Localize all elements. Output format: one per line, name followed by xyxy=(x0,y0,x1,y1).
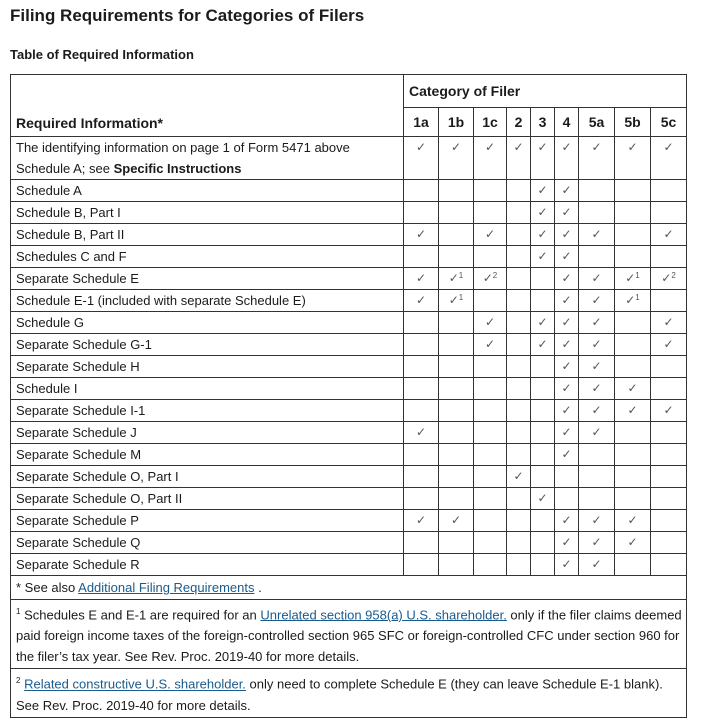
check-mark: ✓ xyxy=(591,337,602,351)
empty-cell xyxy=(404,180,439,202)
check-mark: ✓ xyxy=(537,337,548,351)
empty-cell xyxy=(651,202,687,224)
check-icon xyxy=(531,224,555,246)
empty-cell xyxy=(507,202,531,224)
check-icon xyxy=(555,510,579,532)
check-mark: ✓ xyxy=(561,183,572,197)
check-icon xyxy=(555,356,579,378)
empty-cell xyxy=(507,422,531,444)
table-row xyxy=(11,532,687,554)
empty-cell xyxy=(507,334,531,356)
empty-cell xyxy=(531,356,555,378)
check-mark: ✓ xyxy=(537,205,548,219)
check-icon xyxy=(555,378,579,400)
row-label: Separate Schedule I-1 xyxy=(11,400,404,422)
row-label: Schedule G xyxy=(11,312,404,334)
check-mark: ✓ xyxy=(591,513,602,527)
column-header-2: 2 xyxy=(507,108,531,137)
check-icon xyxy=(579,356,615,378)
check-mark: ✓ xyxy=(561,337,572,351)
empty-cell xyxy=(474,444,507,466)
row-label: Schedule E-1 (included with separate Schedule E) xyxy=(11,290,404,312)
empty-cell xyxy=(474,246,507,268)
required-information-table xyxy=(10,74,687,718)
check-icon: ✓ xyxy=(507,137,531,180)
check-icon xyxy=(531,334,555,356)
empty-cell xyxy=(474,180,507,202)
check-icon: ✓ xyxy=(651,137,687,180)
check-icon xyxy=(555,554,579,576)
check-icon xyxy=(555,246,579,268)
empty-cell xyxy=(404,312,439,334)
check-mark: ✓ xyxy=(537,491,548,505)
empty-cell xyxy=(507,246,531,268)
row-label: Separate Schedule O, Part I xyxy=(11,466,404,488)
table-row xyxy=(11,378,687,400)
empty-cell xyxy=(615,180,651,202)
check-icon xyxy=(531,202,555,224)
check-icon xyxy=(615,532,651,554)
check-icon: ✓ xyxy=(615,137,651,180)
empty-cell xyxy=(651,488,687,510)
row-label: Separate Schedule P xyxy=(11,510,404,532)
check-icon xyxy=(579,268,615,290)
empty-cell xyxy=(615,488,651,510)
check-mark: ✓ xyxy=(561,315,572,329)
row-label: Separate Schedule E xyxy=(11,268,404,290)
empty-cell xyxy=(404,532,439,554)
check-icon xyxy=(615,510,651,532)
check-icon xyxy=(579,312,615,334)
table-row xyxy=(11,444,687,466)
check-icon xyxy=(651,312,687,334)
column-header-5c: 5c xyxy=(651,108,687,137)
column-header-5a: 5a xyxy=(579,108,615,137)
empty-cell xyxy=(439,334,474,356)
empty-cell xyxy=(615,334,651,356)
check-icon xyxy=(579,400,615,422)
empty-cell xyxy=(404,488,439,510)
empty-cell xyxy=(439,224,474,246)
required-information-header: Required Information* xyxy=(11,75,404,137)
check-mark: ✓ xyxy=(415,425,427,439)
check-mark: ✓ xyxy=(627,381,638,395)
table-body xyxy=(11,137,687,576)
empty-cell xyxy=(531,422,555,444)
footnote-ref: 1 xyxy=(458,293,464,302)
empty-cell xyxy=(651,290,687,312)
column-header-1a: 1a xyxy=(404,108,439,137)
check-icon xyxy=(439,510,474,532)
check-mark: ✓ xyxy=(663,315,674,329)
row-label: Schedule B, Part I xyxy=(11,202,404,224)
check-mark: ✓ xyxy=(663,403,674,417)
empty-cell xyxy=(439,422,474,444)
empty-cell xyxy=(531,378,555,400)
empty-cell xyxy=(615,554,651,576)
check-icon xyxy=(474,224,507,246)
empty-cell xyxy=(531,268,555,290)
empty-cell xyxy=(651,246,687,268)
check-icon: ✓ xyxy=(579,137,615,180)
check-mark: ✓ xyxy=(591,557,602,571)
table-row xyxy=(11,268,687,290)
footnote-star: * See also Additional Filing Requirements . xyxy=(11,576,687,600)
check-icon xyxy=(555,444,579,466)
check-icon xyxy=(615,268,651,290)
empty-cell xyxy=(439,466,474,488)
empty-cell xyxy=(531,444,555,466)
check-mark: ✓ xyxy=(448,271,459,285)
check-mark: ✓ xyxy=(591,271,602,285)
empty-cell xyxy=(474,422,507,444)
check-mark: ✓ xyxy=(625,293,636,307)
empty-cell xyxy=(474,554,507,576)
empty-cell xyxy=(651,510,687,532)
empty-cell xyxy=(651,356,687,378)
empty-cell xyxy=(615,444,651,466)
empty-cell xyxy=(531,510,555,532)
empty-cell xyxy=(651,466,687,488)
row-label: Separate Schedule H xyxy=(11,356,404,378)
empty-cell xyxy=(404,466,439,488)
table-row xyxy=(11,312,687,334)
check-icon xyxy=(555,290,579,312)
empty-cell xyxy=(579,246,615,268)
empty-cell xyxy=(474,510,507,532)
empty-cell xyxy=(439,246,474,268)
table-row xyxy=(11,356,687,378)
table-row xyxy=(11,422,687,444)
check-mark: ✓ xyxy=(561,381,572,395)
empty-cell xyxy=(651,554,687,576)
check-icon xyxy=(555,422,579,444)
empty-cell xyxy=(615,202,651,224)
empty-cell xyxy=(439,378,474,400)
check-mark: ✓ xyxy=(537,227,548,241)
row-label: Separate Schedule G-1 xyxy=(11,334,404,356)
check-icon xyxy=(555,224,579,246)
page-title: Filing Requirements for Categories of Filers xyxy=(10,6,365,25)
check-icon xyxy=(615,378,651,400)
check-mark: ✓ xyxy=(561,447,572,461)
empty-cell xyxy=(651,422,687,444)
empty-cell xyxy=(531,554,555,576)
empty-cell xyxy=(507,180,531,202)
row-label: Separate Schedule Q xyxy=(11,532,404,554)
check-icon xyxy=(404,510,439,532)
check-icon xyxy=(404,268,439,290)
empty-cell xyxy=(507,290,531,312)
check-icon xyxy=(651,224,687,246)
check-mark: ✓ xyxy=(661,271,672,285)
table-row xyxy=(11,554,687,576)
table-row xyxy=(11,290,687,312)
footnote-ref: 1 xyxy=(635,271,640,280)
check-icon xyxy=(651,268,687,290)
table-row xyxy=(11,246,687,268)
check-icon xyxy=(531,488,555,510)
check-icon: ✓ xyxy=(404,137,439,180)
empty-cell xyxy=(439,532,474,554)
empty-cell xyxy=(439,554,474,576)
check-mark: ✓ xyxy=(537,315,548,329)
empty-cell xyxy=(507,356,531,378)
check-mark: ✓ xyxy=(663,227,674,241)
check-icon xyxy=(579,290,615,312)
column-header-4: 4 xyxy=(555,108,579,137)
check-mark: ✓ xyxy=(591,381,602,395)
check-mark: ✓ xyxy=(591,293,602,307)
row-label: Schedule A xyxy=(11,180,404,202)
table-row xyxy=(11,510,687,532)
empty-cell xyxy=(404,400,439,422)
empty-cell xyxy=(439,312,474,334)
footnote-ref: 2 xyxy=(671,271,676,280)
check-mark: ✓ xyxy=(591,227,602,241)
empty-cell xyxy=(651,532,687,554)
row-label: The identifying information on page 1 of Form 5471 above Schedule A; see Specific Instructions xyxy=(11,137,404,180)
check-mark: ✓ xyxy=(627,513,638,527)
footnote-2: $^2$ Related constructive U.S. shareholder. only need to complete Schedule E (they can leave Schedule E-1 blank). See Rev. Proc. 2019-40 for more details. xyxy=(11,669,687,717)
column-header-3: 3 xyxy=(531,108,555,137)
check-mark: ✓ xyxy=(591,359,602,373)
empty-cell xyxy=(474,488,507,510)
check-icon xyxy=(555,334,579,356)
check-mark: ✓ xyxy=(561,205,572,219)
empty-cell xyxy=(507,312,531,334)
table-row xyxy=(11,334,687,356)
check-mark: ✓ xyxy=(484,337,496,351)
empty-cell xyxy=(555,488,579,510)
check-icon xyxy=(404,290,439,312)
row-label: Separate Schedule J xyxy=(11,422,404,444)
table-row xyxy=(11,202,687,224)
check-icon xyxy=(615,400,651,422)
check-icon xyxy=(615,290,651,312)
check-mark: ✓ xyxy=(482,271,493,285)
check-icon: ✓ xyxy=(474,137,507,180)
check-icon xyxy=(555,312,579,334)
check-icon xyxy=(507,466,531,488)
empty-cell xyxy=(531,290,555,312)
check-icon xyxy=(579,422,615,444)
column-header-1b: 1b xyxy=(439,108,474,137)
check-icon xyxy=(579,378,615,400)
row-label: Separate Schedule M xyxy=(11,444,404,466)
empty-cell xyxy=(615,422,651,444)
table-row xyxy=(11,224,687,246)
empty-cell xyxy=(615,312,651,334)
check-icon xyxy=(555,268,579,290)
check-icon xyxy=(531,246,555,268)
check-mark: ✓ xyxy=(561,271,572,285)
empty-cell xyxy=(507,378,531,400)
check-mark: ✓ xyxy=(591,425,602,439)
empty-cell xyxy=(579,488,615,510)
check-mark: ✓ xyxy=(513,469,524,483)
check-icon xyxy=(579,532,615,554)
empty-cell xyxy=(579,444,615,466)
section-title: Table of Required Information xyxy=(10,47,194,62)
check-mark: ✓ xyxy=(450,513,462,527)
empty-cell xyxy=(579,466,615,488)
empty-cell xyxy=(439,202,474,224)
check-mark: ✓ xyxy=(561,227,572,241)
empty-cell xyxy=(531,466,555,488)
check-mark: ✓ xyxy=(561,557,572,571)
empty-cell xyxy=(507,554,531,576)
empty-cell xyxy=(474,290,507,312)
unrelated-shareholder-link[interactable]: Unrelated section 958(a) U.S. shareholder. xyxy=(260,607,507,623)
empty-cell xyxy=(474,400,507,422)
check-icon xyxy=(579,334,615,356)
check-mark: ✓ xyxy=(415,293,427,307)
related-constructive-shareholder-link[interactable]: Related constructive U.S. shareholder. xyxy=(24,676,246,692)
check-mark: ✓ xyxy=(627,403,638,417)
check-mark: ✓ xyxy=(663,337,674,351)
check-icon xyxy=(651,400,687,422)
table-row xyxy=(11,466,687,488)
empty-cell xyxy=(474,378,507,400)
check-mark: ✓ xyxy=(625,271,636,285)
check-mark: ✓ xyxy=(415,271,427,285)
empty-cell xyxy=(615,246,651,268)
empty-cell xyxy=(474,532,507,554)
check-mark: ✓ xyxy=(484,227,496,241)
check-mark: ✓ xyxy=(484,315,496,329)
empty-cell xyxy=(404,356,439,378)
empty-cell xyxy=(474,466,507,488)
row-label: Schedules C and F xyxy=(11,246,404,268)
check-icon xyxy=(579,510,615,532)
check-icon xyxy=(555,202,579,224)
empty-cell xyxy=(615,356,651,378)
check-mark: ✓ xyxy=(415,513,427,527)
check-icon xyxy=(555,532,579,554)
footnote-1: $^1$ Schedules E and E-1 are required for an Unrelated section 958(a) U.S. shareholder. only if the filer claims deemed paid foreign income taxes of the foreign-controlled section 965 SFC or foreign-controlled CFC under section 960 for the filer’s tax year. See Rev. Proc. 2019-40 for more details. xyxy=(11,600,687,669)
empty-cell xyxy=(651,378,687,400)
check-icon xyxy=(531,312,555,334)
footnote-ref: 2 xyxy=(492,271,498,280)
check-mark: ✓ xyxy=(537,183,548,197)
table-row xyxy=(11,400,687,422)
check-icon xyxy=(579,554,615,576)
column-header-5b: 5b xyxy=(615,108,651,137)
empty-cell xyxy=(507,510,531,532)
check-mark: ✓ xyxy=(591,315,602,329)
empty-cell xyxy=(439,400,474,422)
check-icon xyxy=(474,312,507,334)
check-mark: ✓ xyxy=(561,359,572,373)
check-icon: ✓ xyxy=(531,137,555,180)
check-icon xyxy=(531,180,555,202)
empty-cell xyxy=(579,180,615,202)
empty-cell xyxy=(404,444,439,466)
footnote-ref: 1 xyxy=(635,293,640,302)
row-label: Schedule I xyxy=(11,378,404,400)
empty-cell xyxy=(507,268,531,290)
empty-cell xyxy=(439,180,474,202)
empty-cell xyxy=(507,224,531,246)
check-mark: ✓ xyxy=(415,227,427,241)
empty-cell xyxy=(531,532,555,554)
check-icon xyxy=(651,334,687,356)
category-of-filer-header: Category of Filer xyxy=(404,75,687,108)
check-mark: ✓ xyxy=(448,293,459,307)
empty-cell xyxy=(404,378,439,400)
column-header-1c: 1c xyxy=(474,108,507,137)
empty-cell xyxy=(404,246,439,268)
check-icon: ✓ xyxy=(439,137,474,180)
empty-cell xyxy=(439,356,474,378)
table-row xyxy=(11,137,687,180)
empty-cell xyxy=(615,466,651,488)
empty-cell xyxy=(555,466,579,488)
empty-cell xyxy=(439,444,474,466)
check-icon xyxy=(555,180,579,202)
check-icon xyxy=(579,224,615,246)
check-mark: ✓ xyxy=(561,403,572,417)
check-mark: ✓ xyxy=(561,293,572,307)
check-mark: ✓ xyxy=(537,249,548,263)
check-icon xyxy=(474,334,507,356)
check-icon: ✓ xyxy=(555,137,579,180)
empty-cell xyxy=(474,202,507,224)
empty-cell xyxy=(404,554,439,576)
check-mark: ✓ xyxy=(561,513,572,527)
additional-filing-requirements-link[interactable]: Additional Filing Requirements xyxy=(78,580,255,595)
check-mark: ✓ xyxy=(591,535,602,549)
check-mark: ✓ xyxy=(627,535,638,549)
empty-cell xyxy=(507,532,531,554)
empty-cell xyxy=(474,356,507,378)
table-row xyxy=(11,180,687,202)
check-icon xyxy=(439,268,474,290)
footnote-ref: 1 xyxy=(458,271,464,280)
empty-cell xyxy=(507,400,531,422)
empty-cell xyxy=(507,488,531,510)
check-icon xyxy=(439,290,474,312)
check-mark: ✓ xyxy=(591,403,602,417)
check-icon xyxy=(555,400,579,422)
empty-cell xyxy=(579,202,615,224)
empty-cell xyxy=(615,224,651,246)
check-icon xyxy=(404,422,439,444)
table-row xyxy=(11,488,687,510)
empty-cell xyxy=(531,400,555,422)
check-icon xyxy=(404,224,439,246)
check-icon xyxy=(474,268,507,290)
check-mark: ✓ xyxy=(561,535,572,549)
empty-cell xyxy=(404,202,439,224)
row-label: Schedule B, Part II xyxy=(11,224,404,246)
empty-cell xyxy=(651,180,687,202)
row-label: Separate Schedule R xyxy=(11,554,404,576)
check-mark: ✓ xyxy=(561,425,572,439)
empty-cell xyxy=(507,444,531,466)
check-mark: ✓ xyxy=(561,249,572,263)
empty-cell xyxy=(651,444,687,466)
row-label: Separate Schedule O, Part II xyxy=(11,488,404,510)
empty-cell xyxy=(439,488,474,510)
empty-cell xyxy=(404,334,439,356)
